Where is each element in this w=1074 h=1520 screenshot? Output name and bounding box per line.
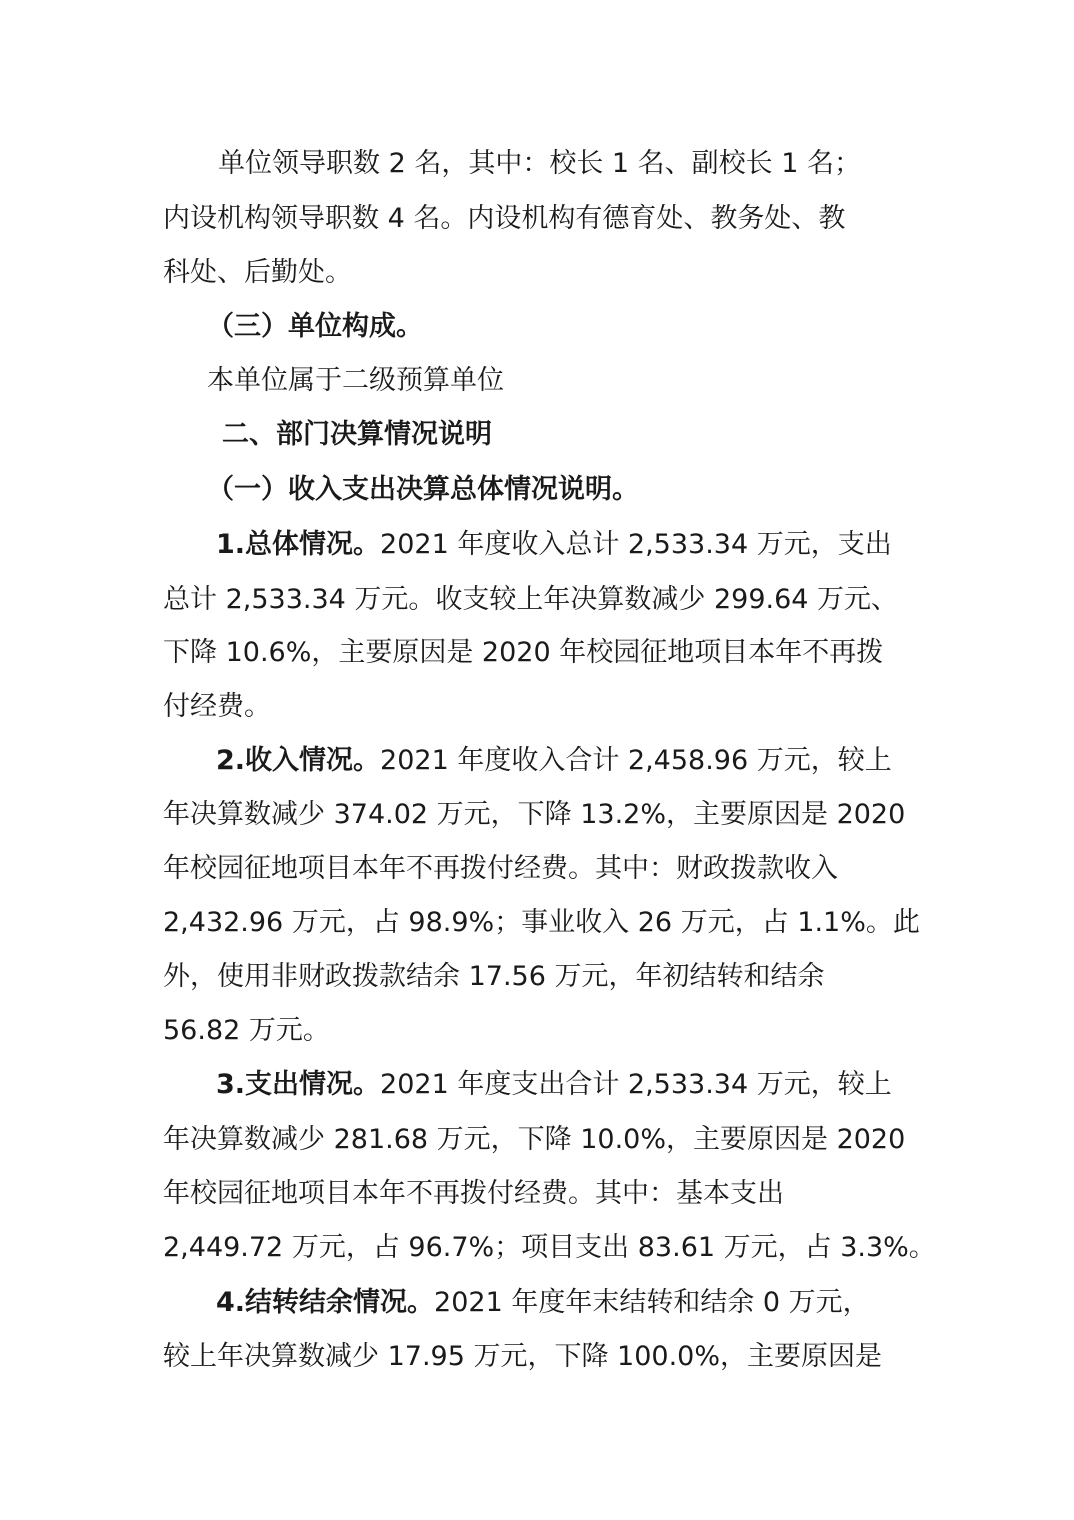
paragraph-line <box>216 1283 870 1323</box>
paragraph-line: 外，使用非财政拨款结余 17.56 万元，年初结转和结余 <box>163 961 825 992</box>
item-label: 4.结转结余情况。 <box>216 1287 435 1318</box>
paragraph-line: 年决算数减少 281.68 万元，下降 10.0%，主要原因是 2020 <box>163 1124 906 1155</box>
section-heading-composition: （三）单位构成。 <box>207 311 423 342</box>
item-text: 2021 年度收入合计 2,458.96 万元，较上 <box>380 745 892 776</box>
paragraph-line: 下降 10.6%，主要原因是 2020 年校园征地项目本年不再拨 <box>163 637 884 668</box>
item-text: 2021 年度收入总计 2,533.34 万元，支出 <box>380 529 892 560</box>
paragraph-line <box>216 1065 892 1105</box>
item-label: 2.收入情况。 <box>216 745 381 776</box>
paragraph-line: 年决算数减少 374.02 万元，下降 13.2%，主要原因是 2020 <box>163 799 906 830</box>
section-heading-final-accounts: 二、部门决算情况说明 <box>222 419 492 450</box>
paragraph-line: 2,432.96 万元，占 98.9%；事业收入 26 万元，占 1.1%。此 <box>163 907 920 938</box>
paragraph-line <box>216 525 892 565</box>
paragraph-line: 较上年决算数减少 17.95 万元，下降 100.0%，主要原因是 <box>163 1341 882 1372</box>
item-label: 1.总体情况。 <box>216 529 381 560</box>
paragraph-line: 单位领导职数 2 名，其中：校长 1 名、副校长 1 名； <box>218 148 862 179</box>
paragraph-line: 科处、后勤处。 <box>163 257 352 288</box>
subsection-heading-overall: （一）收入支出决算总体情况说明。 <box>207 474 639 505</box>
paragraph-line: 内设机构领导职数 4 名。内设机构有德育处、教务处、教 <box>163 203 846 234</box>
paragraph-line: 年校园征地项目本年不再拨付经费。其中：基本支出 <box>163 1178 784 1209</box>
paragraph-line: 年校园征地项目本年不再拨付经费。其中：财政拨款收入 <box>163 853 838 884</box>
item-text: 2021 年度支出合计 2,533.34 万元，较上 <box>380 1069 892 1100</box>
item-label: 3.支出情况。 <box>216 1069 381 1100</box>
paragraph-line <box>216 741 892 781</box>
paragraph-line: 56.82 万元。 <box>163 1015 330 1046</box>
paragraph-line: 本单位属于二级预算单位 <box>207 365 504 396</box>
item-text: 2021 年度年末结转和结余 0 万元， <box>434 1287 870 1318</box>
paragraph-line: 2,449.72 万元，占 96.7%；项目支出 83.61 万元，占 3.3%。 <box>163 1232 936 1263</box>
paragraph-line: 付经费。 <box>163 691 271 722</box>
paragraph-line: 总计 2,533.34 万元。收支较上年决算数减少 299.64 万元、 <box>163 584 899 615</box>
